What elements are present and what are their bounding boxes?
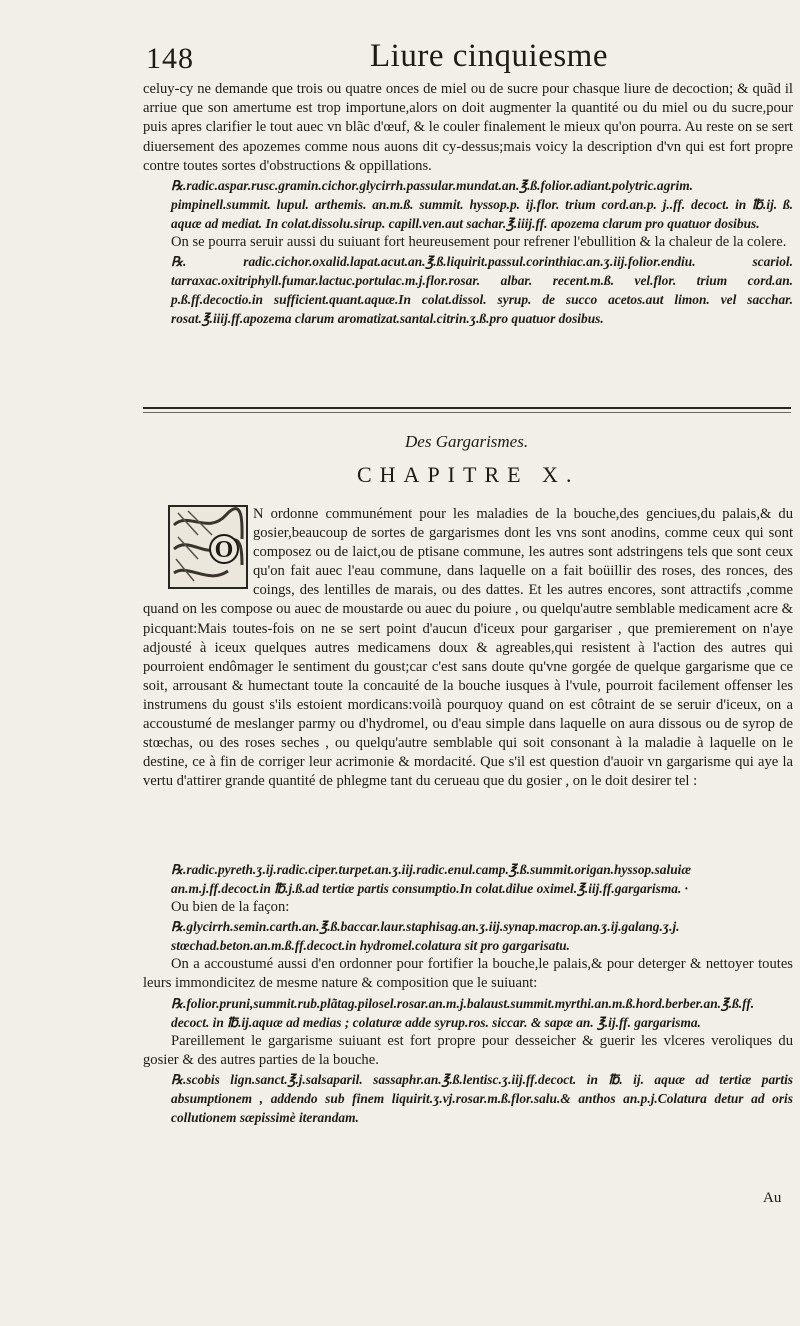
- paragraph: Pareillement le gargarisme suiuant est fort propre pour desseicher & guerir les vlceres veroliques du gosier & des autres parties de la bouche.: [143, 1032, 793, 1068]
- paragraph: Ou bien de la façon:: [171, 899, 290, 915]
- prescription: ℞.scobis lign.sanct.℥.j.salsaparil. sassaphr.an.℥.ß.lentisc.ʒ.iij.ff.decoct. in ℔. ij. aquæ ad tertiæ partis absumptionem , addendo sub finem liquirit.ʒ.vj.rosar.m.ß.flor.salu.& anthos an.p.j.Colatura detur ad oris collutionem sæpissimè iterandam.: [171, 1072, 793, 1126]
- prescription: ℞.radic.pyreth.ʒ.ij.radic.ciper.turpet.an.ʒ.iij.radic.enul.camp.℥.ß.summit.origan.hyssop.saluiæ an.m.j.ff.decoct.in ℔.j.ß.ad tertiæ partis consumptio.In colat.dilue oximel.℥.iij.ff.gargarisma. ·: [171, 862, 692, 896]
- section-divider: [143, 407, 791, 413]
- catchword: Au: [763, 1190, 782, 1206]
- chapter-heading: CHAPITRE X.: [357, 462, 580, 487]
- running-title: Liure cinquiesme: [370, 38, 609, 74]
- chapter-rest-block: [143, 860, 793, 1127]
- section-title: Des Gargarismes.: [405, 432, 529, 451]
- prescription: ℞.folior.pruni,summit.rub.plãtag.pilosel.rosar.an.m.j.balaust.summit.myrthi.an.m.ß.hord.berber.an.℥.ß.ff. decoct. in ℔.ij.aquæ ad medias ; colaturæ adde syrup.ros. siccar. & sapæ an. ℥.ij.ff. gargarisma.: [171, 995, 755, 1030]
- prescription: ℞.radic.aspar.rusc.gramin.cichor.glycirrh.passular.mundat.an.℥.ß.folior.adiant.polytric.agrim. pimpinell.summit. lupul. arthemis. an.m.ß. summit. hyssop.p. ij.flor. trium cord.an.p. j..ff. decoct. in ℔.ij. ß. aquæ ad mediat. In colat.dissolu.sirup. capill.ven.aut sachar.℥.iiij.ff. apozema clarum pro quatuor dosibus.: [171, 178, 793, 232]
- page-number: 148: [146, 42, 194, 75]
- top-text-block: [143, 80, 793, 328]
- paragraph: On se pourra seruir aussi du suiuant fort heureusement pour refrener l'ebullition & la chaleur de la colere.: [171, 234, 787, 251]
- prescription: ℞. radic.cichor.oxalid.lapat.acut.an.℥.ß.liquirit.passul.corinthiac.an.ʒ.iij.folior.endiu. scariol. tarraxac.oxitriphyll.fumar.lactuc.portulac.m.j.flor.rosar. albar. recent.m.ß. vel.flor. trium cord.an. p.ß.ff.decoctio.in sufficient.quant.aquæ.In colat.dissol. syrup. de succo acetos.aut limon. vel sacchar. rosat.℥.iiij.ff.apozema clarum aromatizat.santal.citrin.ʒ.ß.pro quatuor dosibus.: [171, 254, 793, 327]
- paragraph: celuy-cy ne demande que trois ou quatre onces de miel ou de sucre pour chasque liure de decoction; & quãd il arriue que son amertume est trop importune,alors on doit augmenter la quantité ou du miel ou du sucre,pour puis apres clarifier le tout auec vn blãc d'œuf, & le couler finalement le mieux qu'on pourra. Au reste on se sert diuersement des apozemes comme nous auons dit cy-dessus;mais voicy la description d'vn qui est fort propre contre toutes sortes d'obstructions & oppillations.: [143, 81, 793, 174]
- initial-letter: O: [214, 537, 234, 563]
- chapter-first-lines: [143, 505, 793, 791]
- paragraph: On a accoustumé aussi d'en ordonner pour fortifier la bouche,le palais,& pour deterger & nettoyer toutes leurs immondicitez de mesme nature & composition que le suiuant:: [143, 956, 793, 992]
- paragraph: N ordonne communément pour les maladies de la bouche,des genciues,du palais,& du gosier,beaucoup de sortes de gargarismes dont les vns sont anodins, comme ceux qui sont composez ou de laict,ou de ptisane commune, les autres sont adstringens tels que sont ceux qu'on fait auec l'eau commune, dans laquelle on a fait boüillir des roses, des ronces, des coings, des lentilles de marais, ou des dattes. Et les autres encores, sont attractifs ,comme quand on les compose ou auec de moustarde ou auec du poiure , ou quelqu'autre semblable medicament acre & picquant:Mais toutes-fois on ne se sert point d'aucun d'iceux pour gargariser , que premierement on n'aye adjousté à iceux quelques autres medicamens doux & agreables,qui resistent à l'action des autres qui pourroient endômager le sentiment du goust;car c'est sans doute qu'vne gorgée de quelque gargarisme que ce soit, arrousant & humectant toute la concauité de la bouche iusques à l'vule, pourroit facilement offenser les instrumens du goust s'ils estoient mordicans:voilà pourquoy quand on est côtraint de se seruir d'iceux, on a accoustumé de meslanger parmy ou d'hydromel, ou d'eau simple dans laquelle on aura dissous ou de syrop de stœchas, ou des roses seches , ou quelqu'autre semblable qui soit consonant à la maladie à laquelle on le destine, ce à fin de corriger leur acrimonie & mordacité. Que s'il est question d'auoir vn gargarisme qui aye la vertu d'attirer grande quantité de phlegme tant du cerueau que du gosier , on le doit desirer tel :: [143, 506, 793, 790]
- prescription: ℞.glycirrh.semin.carth.an.℥.ß.baccar.laur.staphisag.an.ʒ.iij.synap.macrop.an.ʒ.ij.galang.ʒ.j. stœchad.beton.an.m.ß.ff.decoct.in hydromel.colatura sit pro gargarisatu.: [171, 919, 680, 954]
- initial-spacer: [143, 505, 253, 589]
